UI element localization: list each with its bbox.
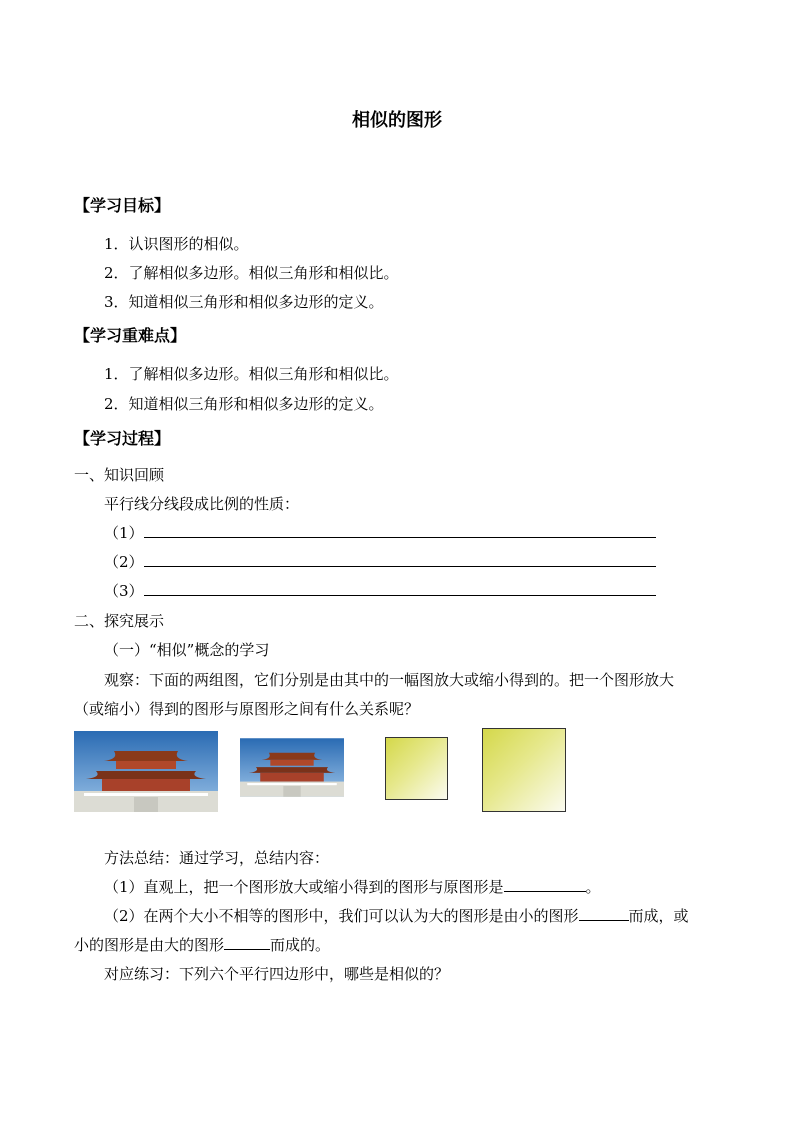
blank-row-2	[104, 551, 656, 572]
summary-line-3: 小的图形是由大的图形 而成的。	[74, 936, 331, 954]
observe-text: （或缩小）得到的图形与原图形之间有什么关系呢？	[74, 700, 420, 718]
blank-row-1	[104, 522, 656, 543]
objective-item: 3．知道相似三角形和相似多边形的定义。	[104, 293, 384, 311]
method-title: 方法总结：通过学习，总结内容：	[104, 849, 330, 867]
key-points-heading: 【学习重难点】	[74, 326, 187, 345]
review-prompt: 平行线分线段成比例的性质：	[104, 495, 300, 513]
key-point-item: 1．了解相似多边形。相似三角形和相似比。	[104, 365, 399, 383]
concept-subtitle: （一）“相似”概念的学习	[104, 641, 270, 659]
large-square	[482, 728, 566, 812]
exercise-prompt: 对应练习：下列六个平行四边形中，哪些是相似的？	[104, 965, 450, 983]
small-square	[385, 737, 448, 800]
objective-item: 1．认识图形的相似。	[104, 235, 249, 253]
answer-blank	[144, 554, 656, 567]
summary-line-2: （2）在两个大小不相等的图形中，我们可以认为大的图形是由小的图形 而成，或	[104, 907, 689, 925]
palace-photo-large	[74, 731, 218, 812]
blank-label: （2）	[104, 553, 144, 571]
page-title: 相似的图形	[352, 110, 442, 131]
key-point-item: 2．知道相似三角形和相似多边形的定义。	[104, 395, 384, 413]
blank-label: （1）	[104, 524, 144, 542]
observe-text: 观察：下面的两组图，它们分别是由其中的一幅图放大或缩小得到的。把一个图形放大	[104, 671, 675, 689]
answer-blank	[579, 908, 629, 921]
answer-blank	[144, 525, 656, 538]
blank-label: （3）	[104, 582, 144, 600]
blank-row-3	[104, 580, 656, 601]
palace-photo-small	[240, 738, 344, 797]
objective-item: 2．了解相似多边形。相似三角形和相似比。	[104, 264, 399, 282]
answer-blank	[504, 879, 586, 892]
review-title: 一、知识回顾	[74, 466, 165, 484]
answer-blank	[224, 937, 270, 950]
explore-title: 二、探究展示	[74, 612, 165, 630]
objectives-heading: 【学习目标】	[74, 196, 171, 215]
process-heading: 【学习过程】	[74, 429, 171, 448]
summary-line-1: （1）直观上，把一个图形放大或缩小得到的图形与原图形是 。	[104, 878, 601, 896]
answer-blank	[144, 583, 656, 596]
